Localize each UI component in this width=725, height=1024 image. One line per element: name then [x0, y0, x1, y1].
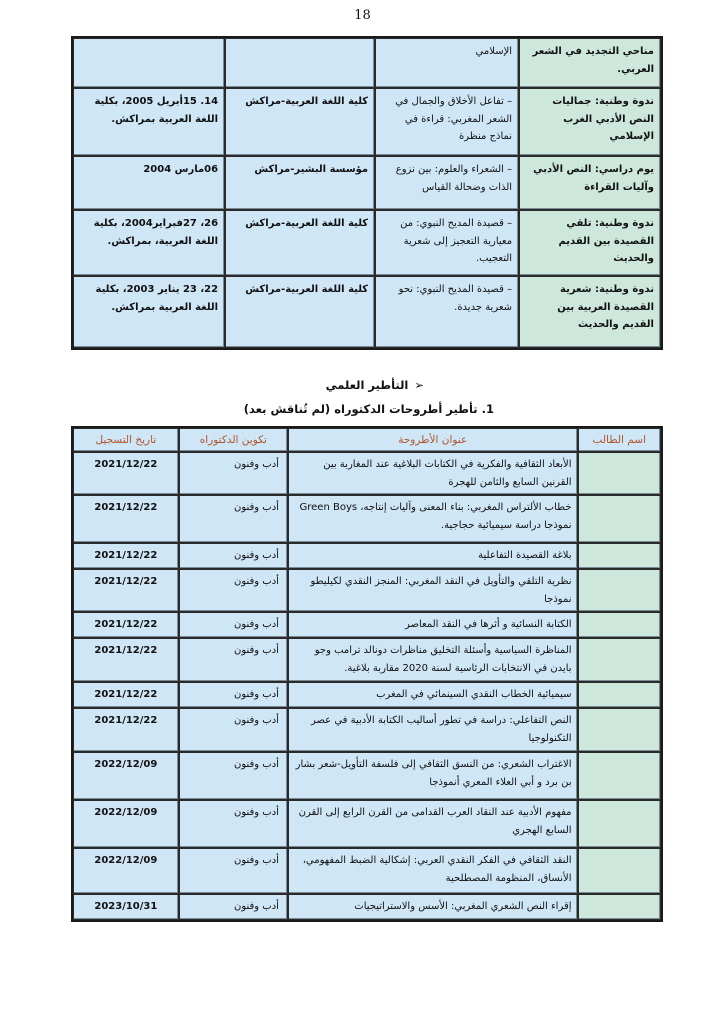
theses-header-row	[73, 428, 661, 452]
thesis-date-cell: 2022/12/09	[73, 800, 179, 848]
thesis-title-cell: سيميائية الخطاب النقدي السينمائي في المغرب	[288, 682, 578, 708]
thesis-student-cell	[578, 682, 661, 708]
event-title-cell: – الشعراء والعلوم: بين نزوع الذات وضحالة القياس	[375, 156, 519, 210]
event-row	[73, 276, 661, 348]
thesis-row	[73, 682, 661, 708]
thesis-date-cell: 2021/12/22	[73, 495, 179, 543]
thesis-student-cell	[578, 894, 661, 920]
event-place-cell	[225, 38, 375, 88]
thesis-student-cell	[578, 848, 661, 894]
thesis-date-cell: 2023/10/31	[73, 894, 179, 920]
thesis-title-cell: مفهوم الأدبية عند النقاد العرب القدامى من القرن الرابع إلى القرن السابع الهجري	[288, 800, 578, 848]
thesis-title-cell: خطاب الألتراس المغربي: بناء المعنى وآليات إنتاجه، Green Boys نموذجا دراسة سيميائية حجاجية.	[288, 495, 578, 543]
event-type-cell: ندوة وطنية: تلقي القصيدة بين القديم والحديث	[519, 210, 661, 276]
thesis-program-cell: أدب وفنون	[179, 894, 288, 920]
thesis-student-cell	[578, 638, 661, 682]
event-date-cell: 22، 23 يناير 2003، بكلية اللغة العربية بمراكش.	[73, 276, 225, 348]
thesis-title-cell: بلاغة القصيدة التفاعلية	[288, 543, 578, 569]
thesis-title-cell: الأبعاد الثقافية والفكرية في الكتابات البلاغية عند المغاربة بين القرنين السابع والثامن للهجرة	[288, 452, 578, 495]
event-title-cell: الإسلامي	[375, 38, 519, 88]
thesis-title-cell: الكتابة النسائية و أثرها في النقد المعاصر	[288, 612, 578, 638]
thesis-row	[73, 612, 661, 638]
thesis-student-cell	[578, 569, 661, 612]
theses-table	[71, 426, 663, 922]
thesis-row	[73, 708, 661, 752]
events-table	[71, 36, 663, 350]
event-date-cell: 26، 27فبراير2004، بكلية اللغة العربية، بمراكش.	[73, 210, 225, 276]
event-title-cell: – قصيدة المديح النبوي: نحو شعرية جديدة.	[375, 276, 519, 348]
thesis-date-cell: 2021/12/22	[73, 708, 179, 752]
event-row	[73, 38, 661, 88]
event-place-cell: كلية اللغة العربية-مراكش	[225, 88, 375, 156]
thesis-date-cell: 2021/12/22	[73, 569, 179, 612]
events-body	[73, 38, 661, 348]
thesis-program-cell: أدب وفنون	[179, 612, 288, 638]
thesis-program-cell: أدب وفنون	[179, 708, 288, 752]
thesis-program-cell: أدب وفنون	[179, 682, 288, 708]
thesis-student-cell	[578, 708, 661, 752]
thesis-date-cell: 2021/12/22	[73, 452, 179, 495]
event-date-cell: 06مارس 2004	[73, 156, 225, 210]
event-title-cell: – تفاعل الأخلاق والجمال في الشعر المغربي: قراءة في نماذج منظرة	[375, 88, 519, 156]
thesis-date-cell: 2021/12/22	[73, 682, 179, 708]
supervision-heading-text: التأطير العلمي	[325, 378, 409, 392]
event-type-cell: ندوة وطنية: جماليات النص الأدبي الغرب الإسلامي	[519, 88, 661, 156]
thesis-date-cell: 2022/12/09	[73, 848, 179, 894]
thesis-title-cell: المناظرة السياسية وأسئلة التخليق مناظرات دونالد ترامب وجو بايدن في الانتخابات الرئاسية لسنة 2020 مقاربة بلاغية.	[288, 638, 578, 682]
thesis-date-cell: 2021/12/22	[73, 543, 179, 569]
section-heading-supervision	[326, 378, 424, 392]
thesis-date-cell: 2021/12/22	[73, 638, 179, 682]
event-type-cell: يوم دراسي: النص الأدبي وآليات القراءة	[519, 156, 661, 210]
thesis-title-cell: النقد الثقافي في الفكر النقدي العربي: إشكالية الضبط المفهومي، الأنساق، المنظومة المصطلحية	[288, 848, 578, 894]
header-title: عنوان الأطروحة	[288, 428, 578, 452]
thesis-title-cell: النص التفاعلي: دراسة في تطور أساليب الكتابة الأدبية في عصر التكنولوجيا	[288, 708, 578, 752]
event-type-cell: مناحي التجديد في الشعر العربي.	[519, 38, 661, 88]
header-student: اسم الطالب	[578, 428, 661, 452]
event-type-cell: ندوة وطنية: شعرية القصيدة العربية بين القديم والحديث	[519, 276, 661, 348]
event-date-cell: 14. 15أبريل 2005، بكلية اللغة العربية بمراكش.	[73, 88, 225, 156]
event-place-cell: كلية اللغة العربية-مراكش	[225, 276, 375, 348]
thesis-program-cell: أدب وفنون	[179, 569, 288, 612]
event-place-cell: كلية اللغة العربية-مراكش	[225, 210, 375, 276]
thesis-student-cell	[578, 612, 661, 638]
thesis-row	[73, 800, 661, 848]
thesis-program-cell: أدب وفنون	[179, 848, 288, 894]
thesis-student-cell	[578, 495, 661, 543]
event-row	[73, 88, 661, 156]
thesis-date-cell: 2021/12/22	[73, 612, 179, 638]
event-row	[73, 210, 661, 276]
thesis-date-cell: 2022/12/09	[73, 752, 179, 800]
thesis-student-cell	[578, 543, 661, 569]
thesis-student-cell	[578, 452, 661, 495]
event-title-cell: – قصيدة المديح النبوي: من معيارية التعجيز إلى شعرية التعجيب.	[375, 210, 519, 276]
thesis-row	[73, 569, 661, 612]
thesis-row	[73, 452, 661, 495]
section-heading-theses: 1. تأطير أطروحات الدكتوراه (لم تُناقش بعد)	[243, 402, 494, 416]
thesis-student-cell	[578, 800, 661, 848]
event-date-cell	[73, 38, 225, 88]
event-place-cell: مؤسسة البشير-مراكش	[225, 156, 375, 210]
thesis-row	[73, 848, 661, 894]
header-program: تكوين الدكتوراه	[179, 428, 288, 452]
thesis-student-cell	[578, 752, 661, 800]
header-date: تاريخ التسجيل	[73, 428, 179, 452]
thesis-program-cell: أدب وفنون	[179, 638, 288, 682]
thesis-program-cell: أدب وفنون	[179, 752, 288, 800]
thesis-title-cell: الاغتراب الشعري: من النسق الثقافي إلى فلسفة التأويل-شعر بشار بن برد و أبي العلاء المعري أنموذجا	[288, 752, 578, 800]
thesis-row	[73, 638, 661, 682]
thesis-title-cell: إقراء النص الشعري المغربي: الأسس والاستراتيجيات	[288, 894, 578, 920]
thesis-row	[73, 752, 661, 800]
thesis-program-cell: أدب وفنون	[179, 452, 288, 495]
thesis-program-cell: أدب وفنون	[179, 495, 288, 543]
thesis-title-cell: نظرية التلقي والتأويل في النقد المغربي: المنجز النقدي لكيليطو نموذجا	[288, 569, 578, 612]
thesis-row	[73, 894, 661, 920]
theses-body	[73, 452, 661, 920]
thesis-program-cell: أدب وفنون	[179, 800, 288, 848]
thesis-program-cell: أدب وفنون	[179, 543, 288, 569]
thesis-row	[73, 495, 661, 543]
page-number: 18	[354, 8, 371, 23]
arrow-bullet-icon: ➢	[414, 378, 424, 392]
thesis-row	[73, 543, 661, 569]
event-row	[73, 156, 661, 210]
